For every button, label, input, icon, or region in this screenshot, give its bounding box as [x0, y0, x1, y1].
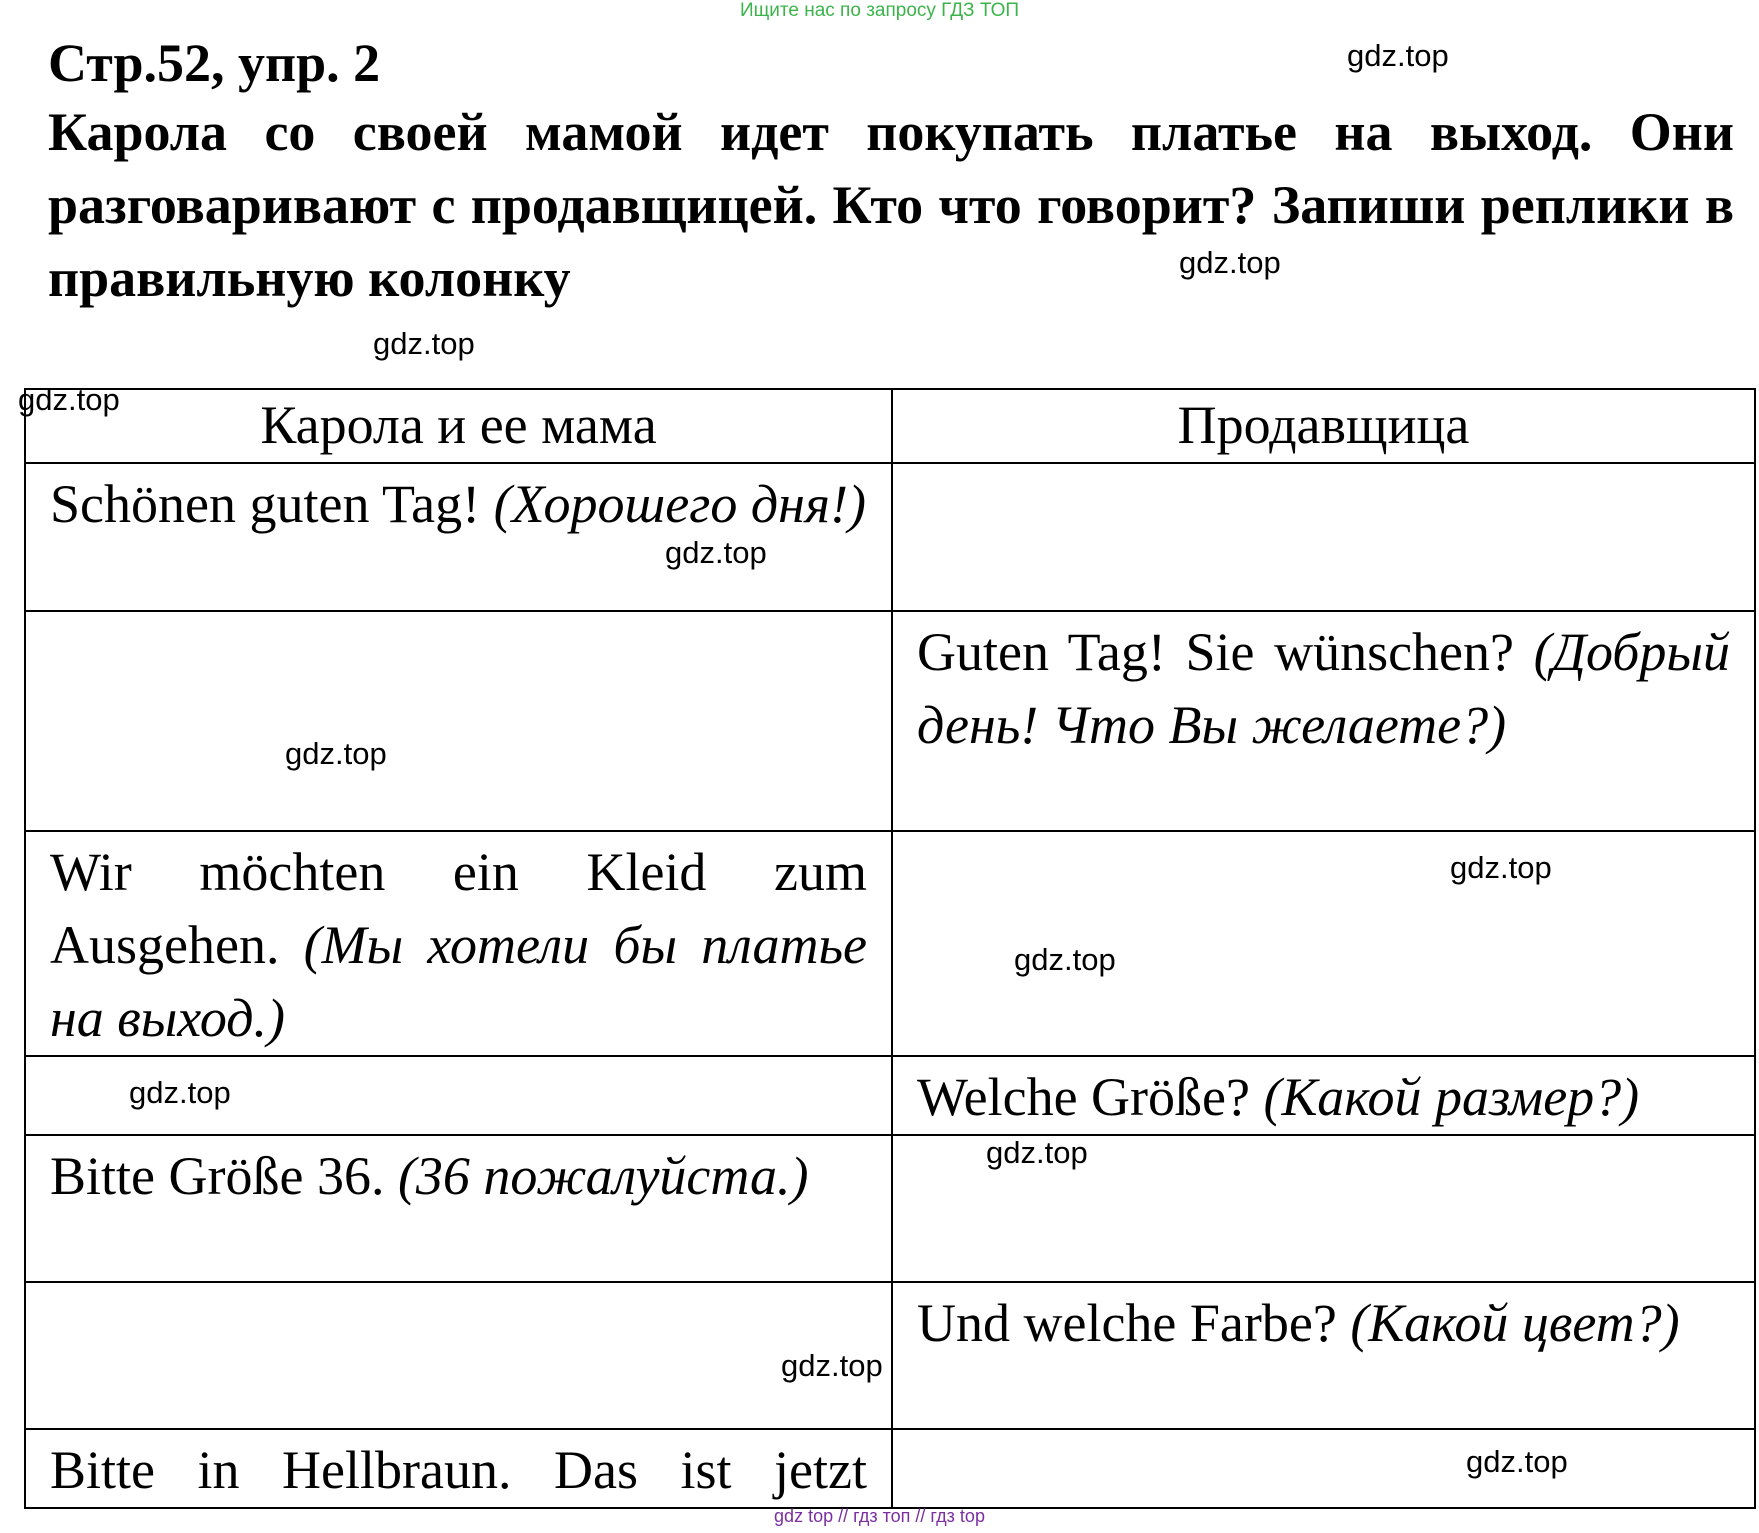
page-title: Стр.52, упр. 2 [48, 33, 381, 93]
watermark: gdz.top [373, 326, 475, 361]
table-cell-saleswoman [892, 463, 1755, 611]
watermark: gdz.top [665, 535, 767, 570]
dialogue-table [24, 388, 1756, 1509]
watermark: gdz.top [129, 1075, 231, 1110]
table-row [25, 1282, 1755, 1429]
line-translation: (Какой размер?) [1263, 1067, 1640, 1127]
exercise-instructions: Карола со своей мамой идет покупать платье на выход. Они разговаривают с продавщицей. Кто что говорит? Запиши реплики в правильную колонку [48, 102, 1734, 308]
table-cell-saleswoman [892, 1282, 1755, 1429]
table-row [25, 1135, 1755, 1282]
watermark: gdz.top [781, 1348, 883, 1383]
watermark: gdz.top [1450, 850, 1552, 885]
line-german: Bitte Größe 36. [50, 1146, 385, 1206]
watermark: gdz.top [1347, 38, 1449, 73]
line-translation: (Хорошего дня!) [493, 474, 866, 534]
line-translation: (Мы хотели бы платье на выход.) [50, 915, 867, 1048]
watermark: gdz.top [1179, 245, 1281, 280]
line-german: Guten Tag! Sie wünschen? [917, 622, 1514, 682]
line-german: Schönen guten Tag! [50, 474, 481, 534]
table-row [25, 611, 1755, 831]
watermark: gdz.top [986, 1135, 1088, 1170]
watermark: gdz.top [285, 736, 387, 771]
table-cell-karola [25, 1135, 892, 1282]
line-translation: (Добрый день! Что Вы желаете?) [917, 622, 1730, 755]
table-cell-karola [25, 1282, 892, 1429]
line-german: Wir möchten ein Kleid zum Ausgehen. [50, 842, 867, 975]
watermark: gdz.top [1014, 942, 1116, 977]
line-german: Und welche Farbe? [917, 1293, 1337, 1353]
line-german: Bitte in Hellbraun. Das ist jetzt [50, 1440, 867, 1500]
table-cell-karola [25, 1429, 892, 1508]
table-row [25, 463, 1755, 611]
table-cell-karola [25, 831, 892, 1056]
top-banner: Ищите нас по запросу ГДЗ ТОП [739, 0, 1020, 21]
table-cell-karola [25, 611, 892, 831]
column-header-saleswoman: Продавщица [892, 389, 1755, 463]
line-german: Welche Größe? [917, 1067, 1250, 1127]
column-header-karola: Карола и ее мама [25, 389, 892, 463]
table-row [25, 1056, 1755, 1135]
footer-links[interactable]: gdz top // гдз топ // гдз top [774, 1506, 985, 1526]
watermark: gdz.top [1466, 1444, 1568, 1479]
line-translation: (Какой цвет?) [1350, 1293, 1680, 1353]
table-cell-saleswoman [892, 1056, 1755, 1135]
table-cell-saleswoman [892, 1429, 1755, 1508]
table-cell-saleswoman [892, 611, 1755, 831]
table-header-row [25, 389, 1755, 463]
watermark: gdz.top [18, 382, 120, 417]
line-translation: (36 пожалуйста.) [397, 1146, 809, 1206]
